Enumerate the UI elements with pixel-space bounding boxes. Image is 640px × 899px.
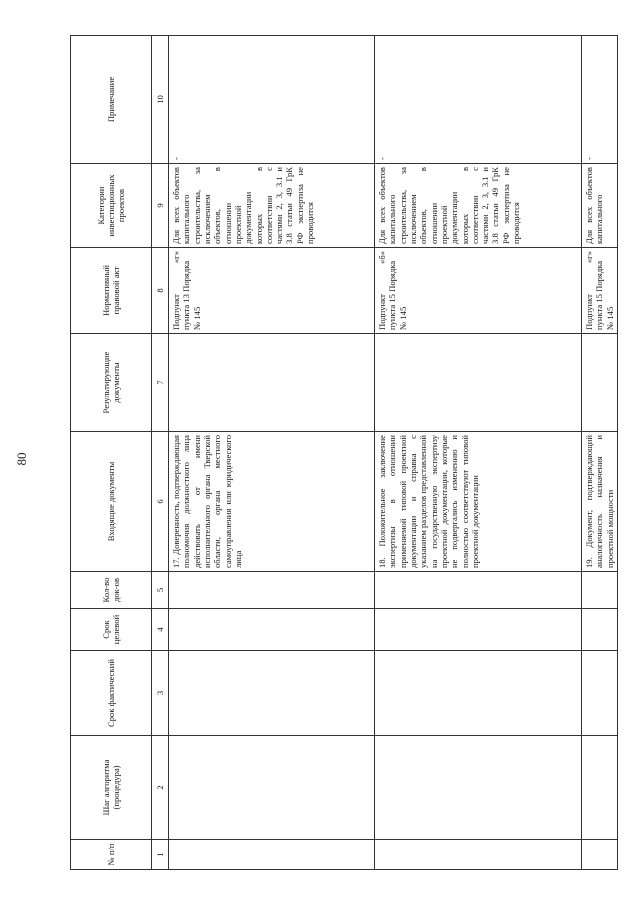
cell-term-target bbox=[582, 609, 618, 651]
column-number: 10 bbox=[152, 36, 169, 164]
column-number-row bbox=[152, 36, 169, 870]
header-term-actual: Срок фактический bbox=[71, 651, 152, 736]
cell-incoming-doc: 19. Документ, подтверждающий аналогичность назначения и проектной мощности bbox=[582, 432, 618, 572]
column-number: 1 bbox=[152, 840, 169, 870]
column-number: 7 bbox=[152, 334, 169, 432]
cell-step bbox=[375, 736, 582, 840]
norm-subitem-label: Подпункт bbox=[377, 294, 387, 330]
norm-reference: пункта 15 Порядка № 145 bbox=[594, 260, 615, 330]
header-incoming-docs: Входящие документы bbox=[71, 432, 152, 572]
header-step: Шаг алгоритма (процедура) bbox=[71, 736, 152, 840]
norm-subitem-label: Подпункт bbox=[584, 294, 594, 330]
column-number: 3 bbox=[152, 651, 169, 736]
cell-note: - bbox=[582, 36, 618, 164]
header-number: № п/п bbox=[71, 840, 152, 870]
norm-reference: пункта 13 Порядка № 145 bbox=[181, 260, 202, 330]
cell-doc-count bbox=[375, 572, 582, 609]
cell-term-actual bbox=[375, 651, 582, 736]
cell-result-doc bbox=[582, 334, 618, 432]
cell-normative-act bbox=[582, 248, 618, 334]
norm-subitem-letter: «г» bbox=[171, 251, 181, 264]
cell-result-doc bbox=[169, 334, 375, 432]
column-number: 8 bbox=[152, 248, 169, 334]
norm-subitem-label: Подпункт bbox=[171, 294, 181, 330]
cell-term-actual bbox=[169, 651, 375, 736]
cell-step bbox=[582, 736, 618, 840]
header-doc-count: Кол-во док-ов bbox=[71, 572, 152, 609]
cell-doc-count bbox=[169, 572, 375, 609]
cell-normative-act bbox=[169, 248, 375, 334]
cell-note: - bbox=[375, 36, 582, 164]
cell-project-category: Для всех объектов капитального bbox=[582, 164, 618, 248]
column-number: 2 bbox=[152, 736, 169, 840]
header-row bbox=[71, 36, 152, 870]
cell-doc-count bbox=[582, 572, 618, 609]
column-number: 5 bbox=[152, 572, 169, 609]
column-number: 4 bbox=[152, 609, 169, 651]
header-term-target: Срок целевой bbox=[71, 609, 152, 651]
cell-result-doc bbox=[375, 334, 582, 432]
header-normative-act: Нормативный правовой акт bbox=[71, 248, 152, 334]
header-result-docs: Результирующие документы bbox=[71, 334, 152, 432]
cell-project-category: Для всех объектов капитального строительства, за исключением объектов, в отношении проектной документации которых в соответствии с частями 2, 3, 3.1 и 3.8 статьи 49 ГрК РФ экспертиза не проводится bbox=[375, 164, 582, 248]
cell-term-target bbox=[169, 609, 375, 651]
cell-term-actual bbox=[582, 651, 618, 736]
cell-incoming-doc: 18. Положительное заключение экспертизы в отношении применяемой типовой проектной документации и справка с указанием разделов представленной на государственную экспертизу проектной документации, которые не подвергались изменению и полностью соответствуют типовой проектной документации bbox=[375, 432, 582, 572]
cell-term-target bbox=[375, 609, 582, 651]
header-note: Примечание bbox=[71, 36, 152, 164]
procedure-table bbox=[70, 35, 618, 870]
table-row bbox=[169, 36, 375, 870]
table-row bbox=[375, 36, 582, 870]
norm-subitem-letter: «г» bbox=[584, 251, 594, 264]
column-number: 6 bbox=[152, 432, 169, 572]
cell-note: - bbox=[169, 36, 375, 164]
cell-number bbox=[375, 840, 582, 870]
column-number: 9 bbox=[152, 164, 169, 248]
cell-incoming-doc: 17. Доверенность, подтверждающая полномочия должностного лица действовать от имени исполнительного органа Тверской области, органа местного самоуправления или юридического лица bbox=[169, 432, 375, 572]
table-container bbox=[70, 36, 615, 870]
header-project-categories: Категории инвестиционных проектов bbox=[71, 164, 152, 248]
cell-step bbox=[169, 736, 375, 840]
cell-project-category: Для всех объектов капитального строительства, за исключением объектов, в отношении проектной документации которых в соответствии с частями 2, 3, 3.1 и 3.8 статьи 49 ГрК РФ экспертиза не проводится bbox=[169, 164, 375, 248]
cell-number bbox=[169, 840, 375, 870]
norm-reference: пункта 15 Порядка № 145 bbox=[387, 260, 408, 330]
page-number: 80 bbox=[14, 452, 29, 466]
norm-subitem-letter: «б» bbox=[377, 251, 387, 264]
cell-normative-act bbox=[375, 248, 582, 334]
cell-number bbox=[582, 840, 618, 870]
table-row bbox=[582, 36, 618, 870]
